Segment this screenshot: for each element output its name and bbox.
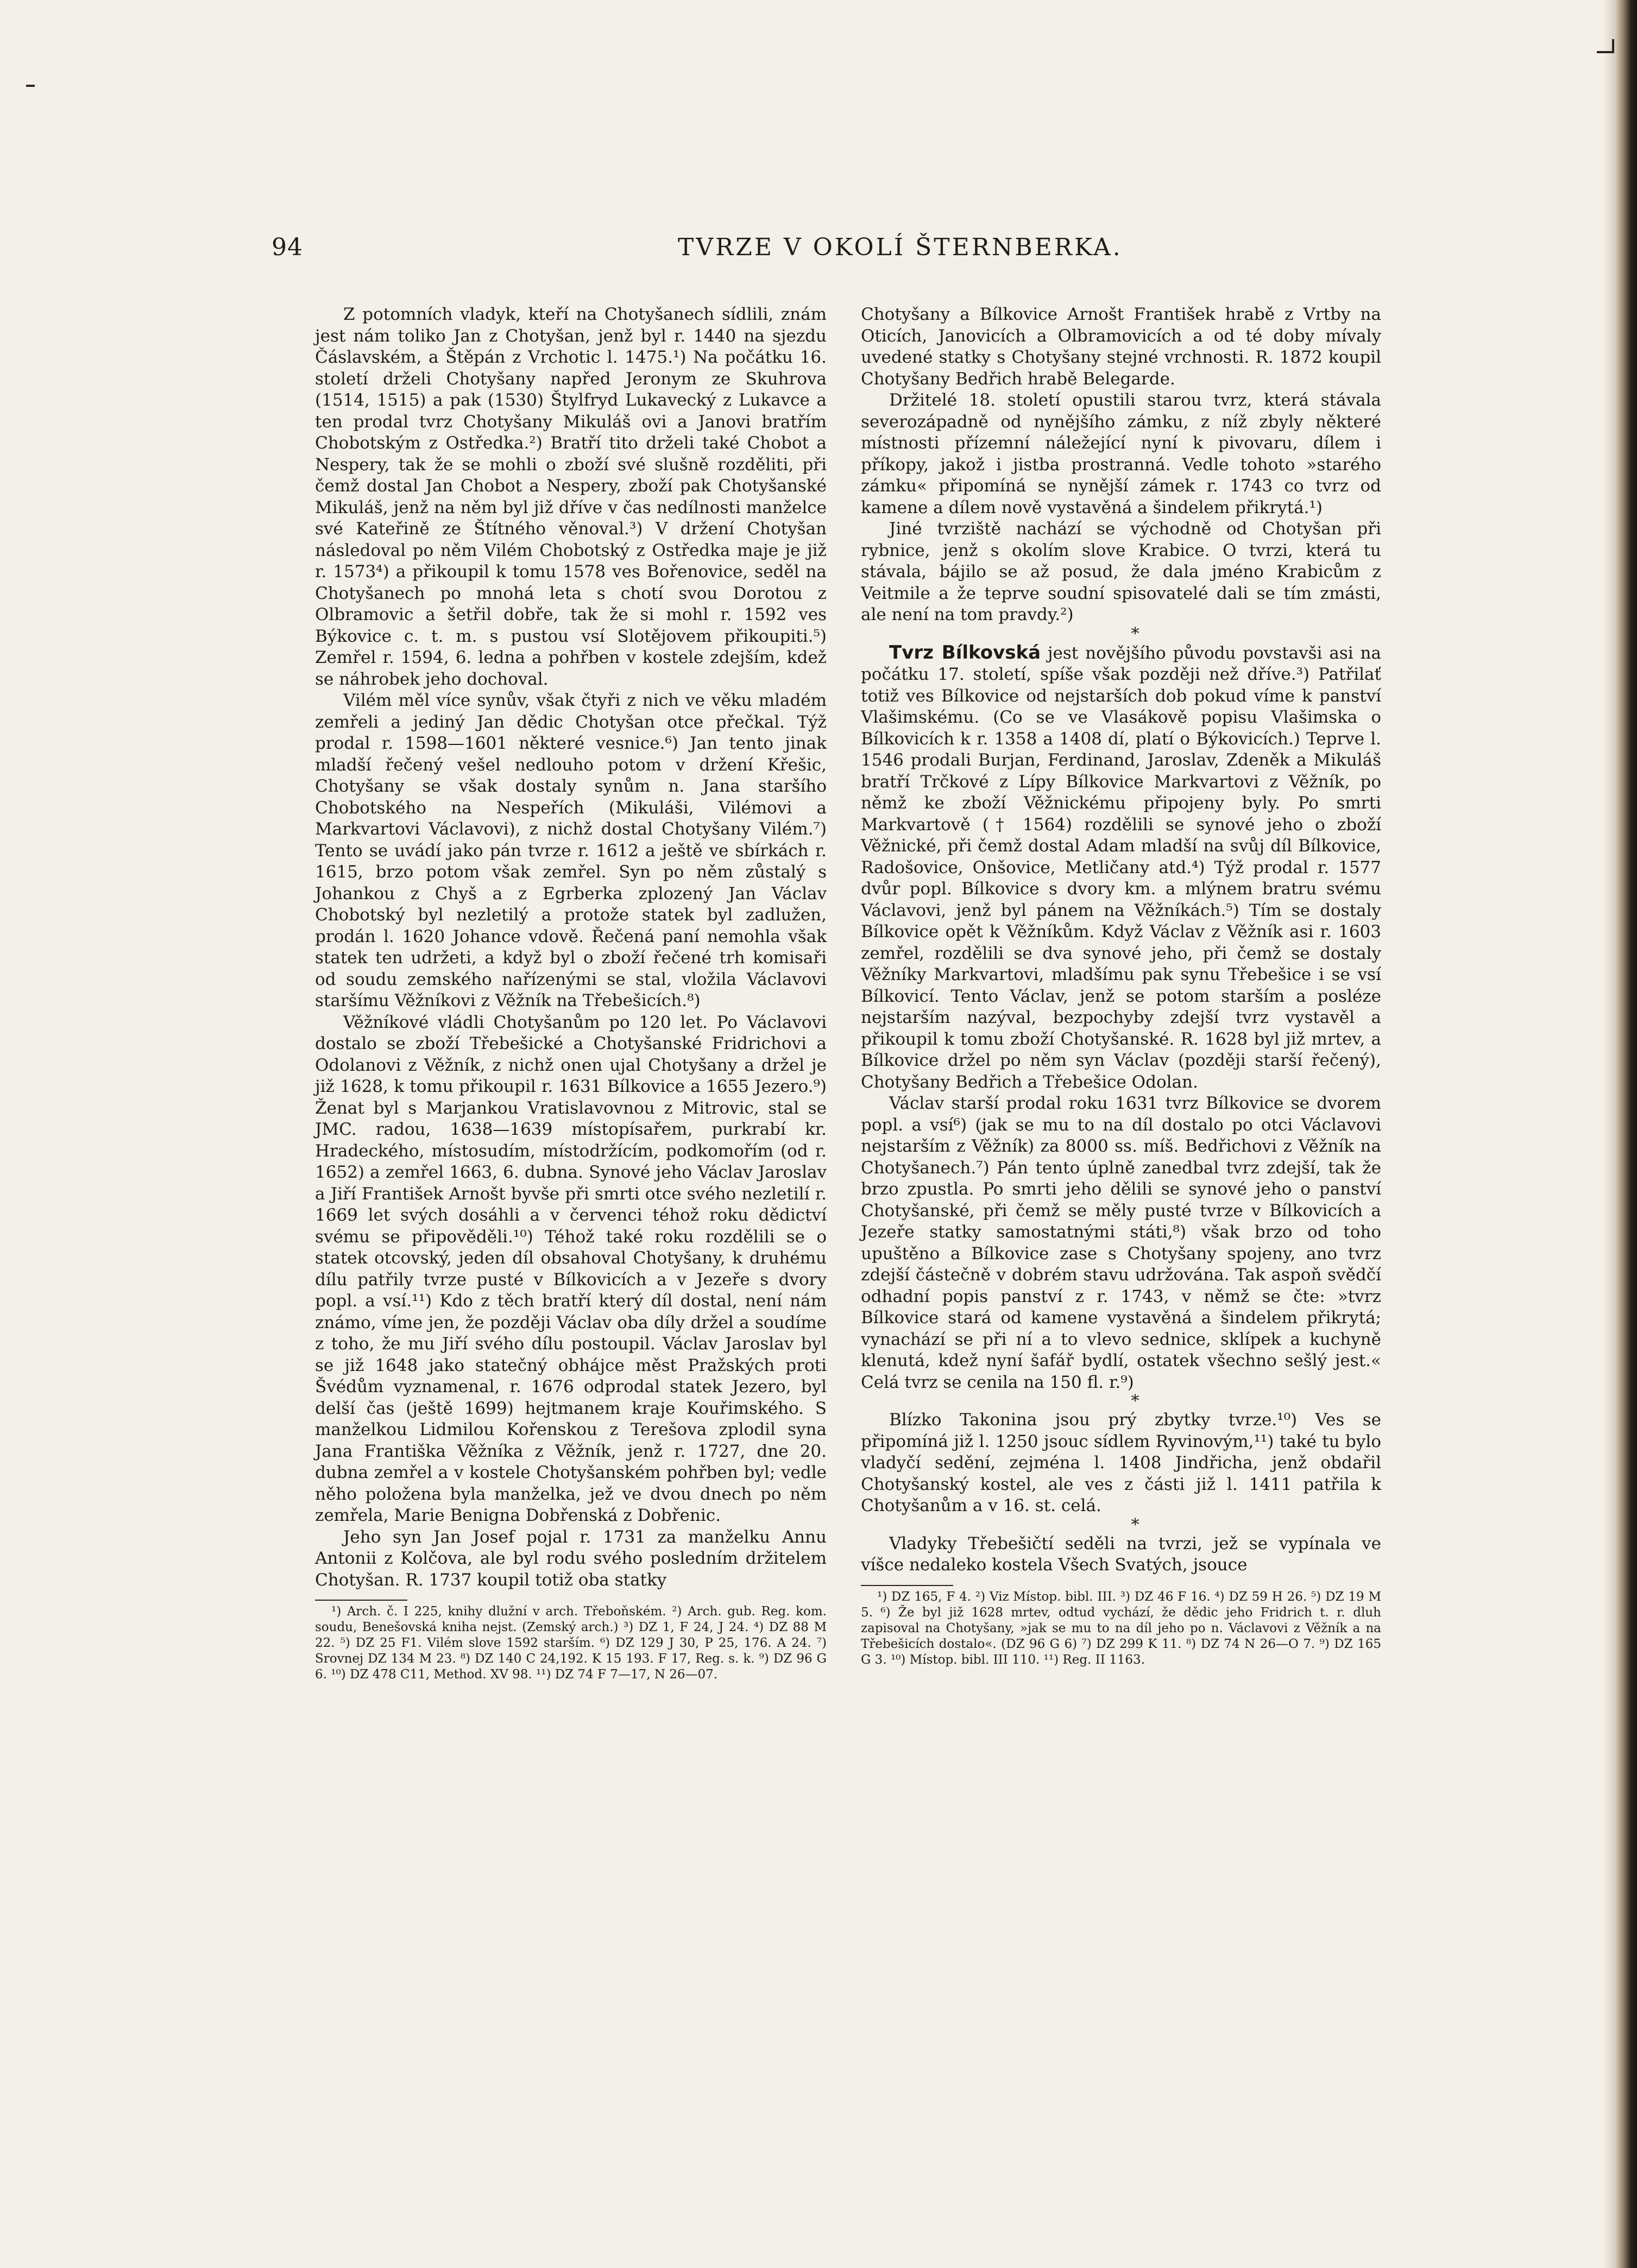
page-edge-mark (26, 85, 35, 87)
paragraph: Jiné tvrziště nachází se východně od Chotyšan při rybnice, jenž s okolím slove Krabice. O tvrzi, která tu stávala, bájilo se až posud, že dala jméno Krabicům z Veitmile a že teprve soudní spisovatelé dali se tím zmásti, ale není na tom pravdy.²) (861, 519, 1381, 624)
footnotes (315, 1595, 827, 1683)
section-takonina: Blízko Takonina jsou prý zbytky tvrze.¹⁰) Ves se připomíná již l. 1250 jsouc sídlem Ryvinovým,¹¹) také tu bylo vladyčí sedění, zejména l. 1408 Jindřicha, jenž obdařil Chotyšanský kostel, ale ves z části již l. 1411 patřila k Chotyšanům a v 16. st. celá. (861, 1410, 1381, 1515)
paragraph: Držitelé 18. století opustili starou tvrz, která stávala severozápadně od nynějšího zámku, z níž zbyly některé místnosti přízemní náležející nyní k pivovaru, dílem i příkopy, jakož i jistba prostranná. Vedle tohoto »starého zámku« připomíná se nynější zámek r. 1743 co tvrz od kamene a dílem nově vystavěná a šindelem přikrytá.¹) (861, 390, 1381, 517)
binding-shadow (1604, 0, 1616, 2268)
page-corner-mark (1597, 51, 1614, 53)
footnotes (861, 1581, 1381, 1668)
paragraph: Z potomních vladyk, kteří na Chotyšanech sídlili, znám jest nám toliko Jan z Chotyšan, jenž byl r. 1440 na sjezdu Čáslavském, a Štěpán z Vrchotic l. 1475.¹) Na počátku 16. století drželi Chotyšany napřed Jeronym ze Skuhrova (1514, 1515) a pak (1530) Štylfryd Lukavecký z Lukavce a ten prodal tvrz Chotyšany Mikuláš ovi a Janovi bratřím Chobotským z Ostředka.²) Bratří tito drželi také Chobot a Nespery, tak že se mohli o zboží své slušně rozděliti, při čemž dostal Jan Chobot a Nespery, zboží pak Chotyšanské Mikuláš, jenž na něm byl již dříve v čas nedílnosti manželce své Kateřině ze Štítného věnoval.³) V držení Chotyšan následoval po něm Vilém Chobotský z Ostředka maje je již r. 1573⁴) a přikoupil k tomu 1578 ves Bořenovice, seděl na Chotyšanech po mnohá leta s chotí svou Dorotou z Olbramovic a šetřil dobře, tak že si mohl r. 1592 ves Býkovice c. t. m. s pustou vsí Slotějovem přikoupiti.⁵) Zemřel r. 1594, 6. ledna a pohřben v kostele zdejším, kdež se náhrobek jeho dochoval. (315, 305, 827, 689)
left-column (315, 304, 827, 1683)
paragraph: Věžníkové vládli Chotyšanům po 120 let. Po Václavovi dostalo se zboží Třebešické a Chotyšanské Fridrichovi a Odolanovi z Věžník, z nichž onen ujal Chotyšany a držel je již 1628, k tomu přikoupil r. 1631 Bílkovice a 1655 Jezero.⁹) Ženat byl s Marjankou Vratislavovnou z Mitrovic, stal se JMC. radou, 1638—1639 místopísařem, purkrabí kr. Hradeckého, místosudím, místodržícím, podkomořím (od r. 1652) a zemřel 1663, 6. dubna. Synové jeho Václav Jaroslav a Jiří František Arnošt byvše při smrti otce svého nezletilí r. 1669 let svých dosáhli a v červenci téhož roku dědictví svému se připověděli.¹⁰) Téhož také roku rozdělili se o statek otcovský, jeden díl obsahoval Chotyšany, k druhému dílu patřily tvrze pusté v Bílkovicích a v Jezeře s dvory popl. a vsí.¹¹) Kdo z těch bratří který díl dostal, není nám známo, víme jen, že později Václav oba díly držel a soudíme z toho, že mu Jiří svého dílu postoupil. Václav Jaroslav byl se již 1648 jako statečný obhájce měst Pražských proti Švédům vyznamenal, r. 1676 odprodal statek Jezero, byl delší čas (ještě 1699) hejtmanem kraje Kouřimského. S manželkou Lidmilou Kořenskou z Terešova zplodil syna Jana Františka Věžníka z Věžník, jenž r. 1727, dne 20. dubna zemřel a v kostele Chotyšanském pohřben byl; vedle něho položena byla manželka, jež ve dvou dnech po něm zemřela, Marie Benigna Dobřenská z Dobřenic. (315, 1012, 827, 1525)
footnote-rule (861, 1585, 953, 1586)
paragraph: Jeho syn Jan Josef pojal r. 1731 za manželku Annu Antonii z Kolčova, ale byl rodu svého posledním držitelem Chotyšan. R. 1737 koupil totiž oba statky (315, 1527, 827, 1590)
section-bilkovice (861, 642, 1381, 1094)
page-header (0, 233, 1637, 271)
section-separator: * (1131, 624, 1139, 643)
paragraph: Václav starší prodal roku 1631 tvrz Bílkovice se dvorem popl. a vsí⁶) (jak se mu to na díl dostalo po otci Václavovi nejstarším z Věžník) za 8000 ss. míš. Bedřichovi z Věžník na Chotyšanech.⁷) Pán tento úplně zanedbal tvrz zdejší, tak že brzo zpustla. Po smrti jeho dělili se synové jeho o panství Chotyšanské, při čemž se měly pusté tvrze v Bílkovicích a Jezeře statky samostatnými státi,⁸) však brzo od toho upuštěno a Bílkovice zase s Chotyšany spojeny, ano tvrz zdejší částečně v dobrém stavu udržována. Tak aspoň svědčí odhadní popis panství z r. 1743, v němž se čte: »tvrz Bílkovice stará od kamene vystavěná a šindelem přikrytá; vynachází se při ní a to vlevo sednice, sklípek a kuchyně klenutá, kdež nyní šafář bydlí, ostatek všechno sešlý jest.« Celá tvrz se cenila na 150 fl. r.⁹) (861, 1094, 1381, 1392)
footnote-rule (315, 1600, 407, 1601)
paragraph: Chotyšany a Bílkovice Arnošt František hrabě z Vrtby na Oticích, Janovicích a Olbramovicích a od té doby mívaly uvedené statky s Chotyšany stejné vrchnosti. R. 1872 koupil Chotyšany Bedřich hrabě Belegarde. (861, 305, 1381, 389)
book-binding-edge (1616, 0, 1637, 2268)
section-text: jest novějšího původu povstavši asi na počátku 17. století, spíše však později než dříve.³) Patřilať totiž ves Bílkovice od nejstarších dob pokud víme k panství Vlašimskému. (Co se ve Vlasákově popisu Vlašimska o Bílkovicích k r. 1358 a 1408 dí, platí o Býkovicích.) Teprve l. 1546 prodali Burjan, Ferdinand, Jaroslav, Zdeněk a Mikuláš bratří Trčkové z Lípy Bílkovice Markvartovi z Věžník, po němž ke zboží Věžnickému připojeny byly. Po smrti Markvartově († 1564) rozdělili se synové jeho o zboží Věžnické, při čemž dostal Adam mladší na svůj díl Bílkovice, Radošovice, Onšovice, Metličany atd.⁴) Týž prodal r. 1577 dvůr popl. Bílkovice s dvory km. a mlýnem bratru svému Václavovi, jenž byl pánem na Věžníkách.⁵) Tím se dostaly Bílkovice opět k Věžníkům. Když Václav z Věžník asi r. 1603 zemřel, rozdělili se dva synové jeho, při čemž se dostaly Věžníky Markvartovi, mladšímu pak synu Třebešice i se vsí Bílkovicí. Tento Václav, jenž se potom starším a posléze nejstarším nazýval, bezpochyby zdejší tvrz vystavěl a přikoupil k tomu zboží Chotyšanské. R. 1628 byl již mrtev, a Bílkovice držel po něm syn Václav (později starší řečený), Chotyšany Bedřich a Třebešice Odolan. (861, 643, 1381, 1092)
section-trebesice: Vladyky Třebešičtí seděli na tvrzi, jež se vypínala ve víšce nedaleko kostela Všech Svatých, jsouce (861, 1533, 1381, 1575)
page-number: 94 (272, 233, 303, 261)
right-column (861, 304, 1381, 1668)
section-separator: * (1131, 1515, 1139, 1534)
section-lead: Tvrz Bílkovská (889, 641, 1041, 664)
paragraph: Vilém měl více synův, však čtyři z nich ve věku mladém zemřeli a jediný Jan dědic Chotyšan otce přečkal. Týž prodal r. 1598—1601 některé vesnice.⁶) Jan tento jinak mladší řečený vešel nedlouho potom v držení Křešic, Chotyšany se však dostaly synům n. Jana staršího Chobotského na Nespeřích (Mikuláši, Vilémovi a Markvartovi Václavovi), z nichž dostal Chotyšany Vilém.⁷) Tento se uvádí jako pán tvrze r. 1612 a ještě ve sbírkách r. 1615, brzo potom však zemřel. Syn po něm zůstalý s Johankou z Chyš a z Egrberka zplozený Jan Václav Chobotský byl nezletilý a protože statek byl zadlužen, prodán l. 1620 Johance vdově. Řečená paní nemohla však statek ten udržeti, a když byl o zboží řečené trh komisaři od soudu zemského nařízenými se stal, vložila Václavovi staršímu Věžníkovi z Věžník na Třebešicích.⁸) (315, 691, 827, 1010)
footnote-text: ¹) Arch. č. I 225, knihy dlužní v arch. Třeboňském. ²) Arch. gub. Reg. kom. soudu, Benešovská kniha nejst. (Zemský arch.) ³) DZ 1, F 24, J 24. ⁴) DZ 88 M 22. ⁵) DZ 25 F1. Vilém slove 1592 starším. ⁶) DZ 129 J 30, P 25, 176. A 24. ⁷) Srovnej DZ 134 M 23. ⁸) DZ 140 C 24,192. K 15 193. F 17, Reg. s. k. ⁹) DZ 96 G 6. ¹⁰) DZ 478 C11, Method. XV 98. ¹¹) DZ 74 F 7—17, N 26—07. (315, 1604, 827, 1682)
footnote-text: ¹) DZ 165, F 4. ²) Viz Místop. bibl. III. ³) DZ 46 F 16. ⁴) DZ 59 H 26. ⁵) DZ 19 M 5. ⁶) Že byl již 1628 mrtev, odtud vychází, že dědic jeho Fridrich t. r. dluh zapisoval na Chotyšany, »jak se mu to na díl jeho po n. Václavovi z Věžník a na Třebešicích dostalo«. (DZ 96 G 6) ⁷) DZ 299 K 11. ⁸) DZ 74 N 26—O 7. ⁹) DZ 165 G 3. ¹⁰) Místop. bibl. III 110. ¹¹) Reg. II 1163. (861, 1589, 1381, 1667)
section-separator: * (1131, 1392, 1139, 1411)
running-title: TVRZE V OKOLÍ ŠTERNBERKA. (678, 233, 1123, 261)
page-corner-mark (1612, 39, 1614, 51)
